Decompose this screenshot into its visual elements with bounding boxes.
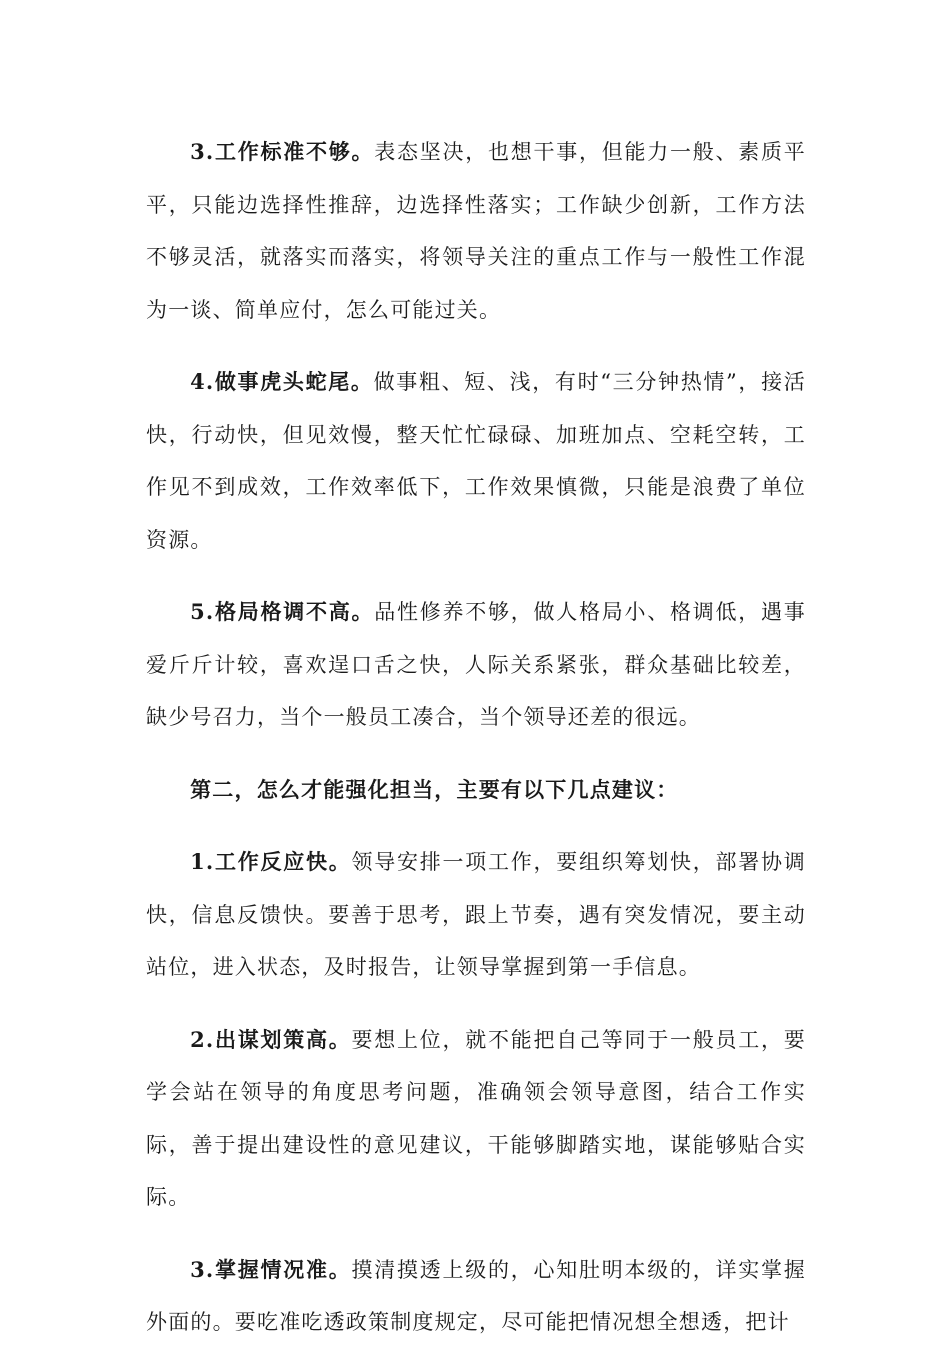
section-heading-suggestions: 第二，怎么才能强化担当，主要有以下几点建议： (190, 776, 679, 802)
paragraph-text: 表态坚决，也想干事，但能力一般、素质平平，只能边选择性推辞，边选择性落实；工作缺少创新，工作方法不够灵活，就落实而落实，将领导关注的重点工作与一般性工作混为一谈、简单应付，怎么可能过关。 (146, 140, 806, 322)
paragraph-text: 领导安排一项工作，要组织筹划快，部署协调快，信息反馈快。要善于思考，跟上节奏，遇有突发情况，要主动站位，进入状态，及时报告，让领导掌握到第一手信息。 (146, 850, 807, 979)
paragraph-lead: 1.工作反应快。 (190, 849, 352, 874)
paragraph-tiger-head-snake-tail (146, 356, 806, 566)
paragraph-lead: 3.掌握情况准。 (190, 1256, 352, 1282)
paragraph-text: 做事粗、短、浅，有时“三分钟热情”，接活快，行动快，但见效慢，整天忙忙碌碌、加班加点、空耗空转，工作见不到成效，工作效率低下，工作效果慎微，只能是浪费了单位资源。 (146, 370, 806, 552)
paragraph-text: 摸清摸透上级的，心知肚明本级的，详实掌握外面的。要吃准吃透政策制度规定，尽可能把情况想全想透，把计 (146, 1257, 807, 1334)
paragraph-text: 要想上位，就不能把自己等同于一般员工，要学会站在领导的角度思考问题，准确领会领导意图，结合工作实际，善于提出建设性的意见建议，干能够脚踏实地，谋能够贴合实际。 (146, 1027, 807, 1209)
paragraph-lead: 3.工作标准不够。 (190, 139, 375, 164)
paragraph-text: 品性修养不够，做人格局小、格调低，遇事爱斤斤计较，喜欢逞口舌之快，人际关系紧张，群众基础比较差，缺少号召力，当个一般员工凑合，当个领导还差的很远。 (146, 600, 806, 729)
paragraph-grasp-situation (146, 1244, 806, 1349)
paragraph-work-standard (146, 126, 806, 336)
paragraph-planning (146, 1014, 806, 1224)
paragraph-lead: 4.做事虎头蛇尾。 (190, 369, 374, 394)
paragraph-lead: 5.格局格调不高。 (190, 599, 375, 624)
paragraph-pattern-style (146, 586, 806, 744)
document-page (146, 126, 806, 1369)
paragraph-lead: 2.出谋划策高。 (190, 1026, 352, 1052)
paragraph-quick-response (146, 836, 806, 994)
